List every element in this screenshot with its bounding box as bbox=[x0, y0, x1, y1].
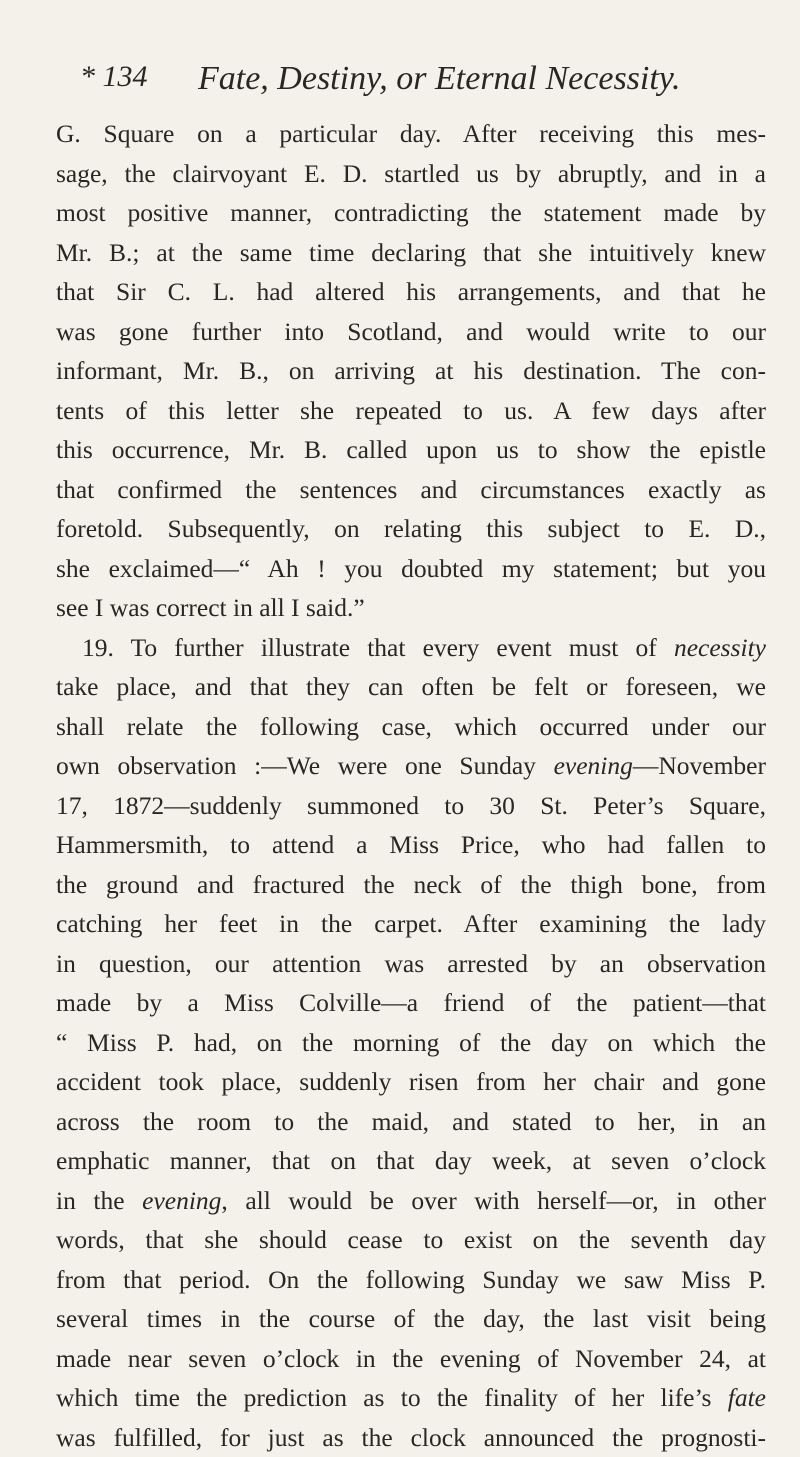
text-line: words, that she should cease to exist on the seventh day bbox=[56, 1220, 766, 1260]
text-line: made near seven o’clock in the evening of November 24, at bbox=[56, 1339, 766, 1379]
running-title: Fate, Destiny, or Eternal Necessity. bbox=[198, 60, 681, 98]
text-line: most positive manner, contradicting the statement made by bbox=[56, 193, 766, 233]
text-line: see I was correct in all I said.” bbox=[56, 588, 766, 628]
text-line: which time the prediction as to the finality of her life’s fate bbox=[56, 1378, 766, 1418]
text-line: sage, the clairvoyant E. D. startled us by abruptly, and in a bbox=[56, 154, 766, 194]
text-line: in the evening, all would be over with herself—or, in other bbox=[56, 1181, 766, 1221]
text-line: the ground and fractured the neck of the thigh bone, from bbox=[56, 865, 766, 905]
text-line: she exclaimed—“ Ah ! you doubted my statement; but you bbox=[56, 549, 766, 589]
text-line: from that period. On the following Sunday we saw Miss P. bbox=[56, 1260, 766, 1300]
text-line: this occurrence, Mr. B. called upon us to show the epistle bbox=[56, 430, 766, 470]
text-line: several times in the course of the day, the last visit being bbox=[56, 1299, 766, 1339]
text-line: take place, and that they can often be felt or foreseen, we bbox=[56, 667, 766, 707]
text-line: 17, 1872—suddenly summoned to 30 St. Peter’s Square, bbox=[56, 786, 766, 826]
italic-word: necessity bbox=[674, 633, 766, 662]
text-line: that confirmed the sentences and circumstances exactly as bbox=[56, 470, 766, 510]
body-text bbox=[56, 114, 766, 1457]
text-line: that Sir C. L. had altered his arrangements, and that he bbox=[56, 272, 766, 312]
text-line: “ Miss P. had, on the morning of the day on which the bbox=[56, 1023, 766, 1063]
page-header bbox=[80, 60, 760, 110]
text-line: was gone further into Scotland, and would write to our bbox=[56, 312, 766, 352]
page-number: * 134 bbox=[80, 60, 148, 94]
text-line: in question, our attention was arrested by an observation bbox=[56, 944, 766, 984]
text-line: G. Square on a particular day. After receiving this mes- bbox=[56, 114, 766, 154]
text-line: shall relate the following case, which occurred under our bbox=[56, 707, 766, 747]
text-line: tents of this letter she repeated to us. A few days after bbox=[56, 391, 766, 431]
text-line: own observation :—We were one Sunday evening—November bbox=[56, 746, 766, 786]
text-line: was fulfilled, for just as the clock announced the prognosti- bbox=[56, 1418, 766, 1457]
text-line: made by a Miss Colville—a friend of the patient—that bbox=[56, 983, 766, 1023]
italic-word: evening bbox=[554, 751, 633, 780]
text-line: foretold. Subsequently, on relating this subject to E. D., bbox=[56, 509, 766, 549]
paragraph-19-start: 19. To further illustrate that every event must of necessity bbox=[56, 628, 766, 668]
text-line: accident took place, suddenly risen from her chair and gone bbox=[56, 1062, 766, 1102]
text-line: informant, Mr. B., on arriving at his destination. The con- bbox=[56, 351, 766, 391]
text-line: catching her feet in the carpet. After examining the lady bbox=[56, 904, 766, 944]
italic-word: evening bbox=[142, 1186, 221, 1215]
italic-word: fate bbox=[728, 1383, 766, 1412]
text-line: across the room to the maid, and stated to her, in an bbox=[56, 1102, 766, 1142]
text-line: Hammersmith, to attend a Miss Price, who had fallen to bbox=[56, 825, 766, 865]
text-line: Mr. B.; at the same time declaring that she intuitively knew bbox=[56, 233, 766, 273]
text-line: emphatic manner, that on that day week, at seven o’clock bbox=[56, 1141, 766, 1181]
